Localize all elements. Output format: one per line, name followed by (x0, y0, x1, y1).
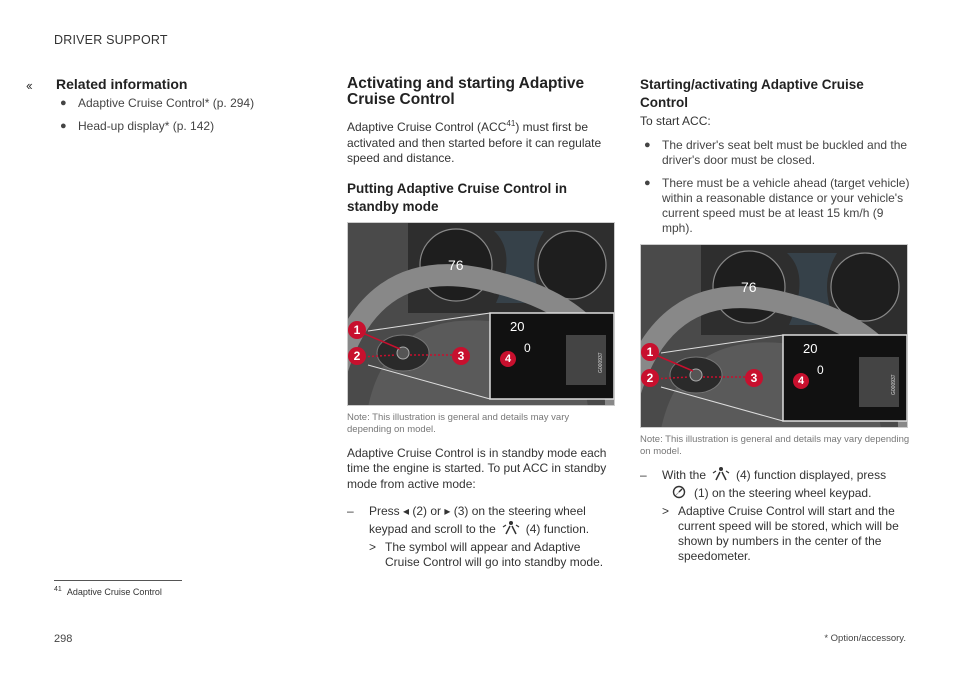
display-speed: 20 (803, 340, 818, 356)
start-heading: Starting/activating Adaptive Cruise Control (640, 77, 864, 110)
related-info-title: Related information (56, 76, 188, 92)
start-step: – With the (4) function displayed, press (1) on the steering wheel keypad. (640, 467, 887, 500)
acc-distance-icon (712, 466, 730, 482)
callout-1: 1 (348, 321, 366, 339)
start-lead: To start ACC: (640, 114, 711, 128)
related-link[interactable]: ● Adaptive Cruise Control* (p. 294) (60, 96, 255, 110)
related-list (56, 96, 286, 134)
standby-paragraph: Adaptive Cruise Control is in standby mode each time the engine is started. To put ACC in standby mode from active mode: (347, 445, 607, 491)
standby-heading: Putting Adaptive Cruise Control in standby mode (347, 180, 568, 214)
page-number: 298 (54, 633, 73, 645)
related-link[interactable]: ● Head-up display* (p. 142) (60, 119, 215, 133)
chevron-double-left-icon[interactable]: ‹‹ (26, 78, 31, 93)
image-code: G000937 (891, 373, 897, 395)
speedometer-value: 76 (741, 278, 757, 295)
condition-item: ● The driver's seat belt must be buckled and the driver's door must be closed. (644, 137, 908, 167)
acc-distance-icon (502, 520, 520, 536)
steering-wheel-illustration (640, 244, 908, 428)
start-conditions (640, 138, 910, 236)
option-accessory-note: * Option/accessory. (824, 633, 906, 644)
footnote: $^{41}$ Adaptive Cruise Control (54, 586, 162, 597)
display-zero: 0 (524, 340, 531, 355)
callout-4: 4 (500, 351, 516, 367)
footnote-ref[interactable]: 41 (506, 119, 516, 128)
start-result: > Adaptive Cruise Control will start and the current speed will be stored, which will be shown by numbers in the center of the speedometer. (662, 503, 899, 563)
callout-4: 4 (793, 373, 809, 389)
callout-3: 3 (745, 369, 763, 387)
activation-column (347, 76, 615, 570)
callout-2: 2 (348, 347, 366, 365)
speedometer-value: 76 (448, 256, 464, 273)
section-header: DRIVER SUPPORT (54, 33, 168, 47)
callout-2: 2 (641, 369, 659, 387)
illustration-note: Note: This illustration is general and details may vary depending on model. (640, 433, 910, 457)
callout-1: 1 (641, 343, 659, 361)
display-speed: 20 (510, 318, 525, 334)
image-code: G000937 (598, 351, 604, 373)
condition-item: ● There must be a vehicle ahead (target vehicle) within a reasonable distance or your vehicle's current speed must be at least 15 km/h (9 mph). (644, 175, 910, 235)
article-title: Activating and starting Adaptive Cruise Control (347, 75, 585, 108)
intro-paragraph: Adaptive Cruise Control (ACC$^{41}$) must first be activated and then started before it can regulate speed and distance. (347, 119, 602, 165)
illustration-note: Note: This illustration is general and details may vary depending on model. (347, 411, 570, 435)
standby-step: – Press ◂ (2) or ▸ (3) on the steering wheel keypad and scroll to the (4) function. (347, 504, 590, 536)
callout-3: 3 (452, 347, 470, 365)
display-zero: 0 (817, 362, 824, 377)
start-column (640, 76, 910, 564)
standby-result: > The symbol will appear and Adaptive Cruise Control will go into standby mode. (369, 540, 604, 569)
keypad-cruise-icon (672, 485, 686, 499)
footnote-divider (54, 580, 182, 581)
steering-wheel-illustration (347, 222, 615, 406)
